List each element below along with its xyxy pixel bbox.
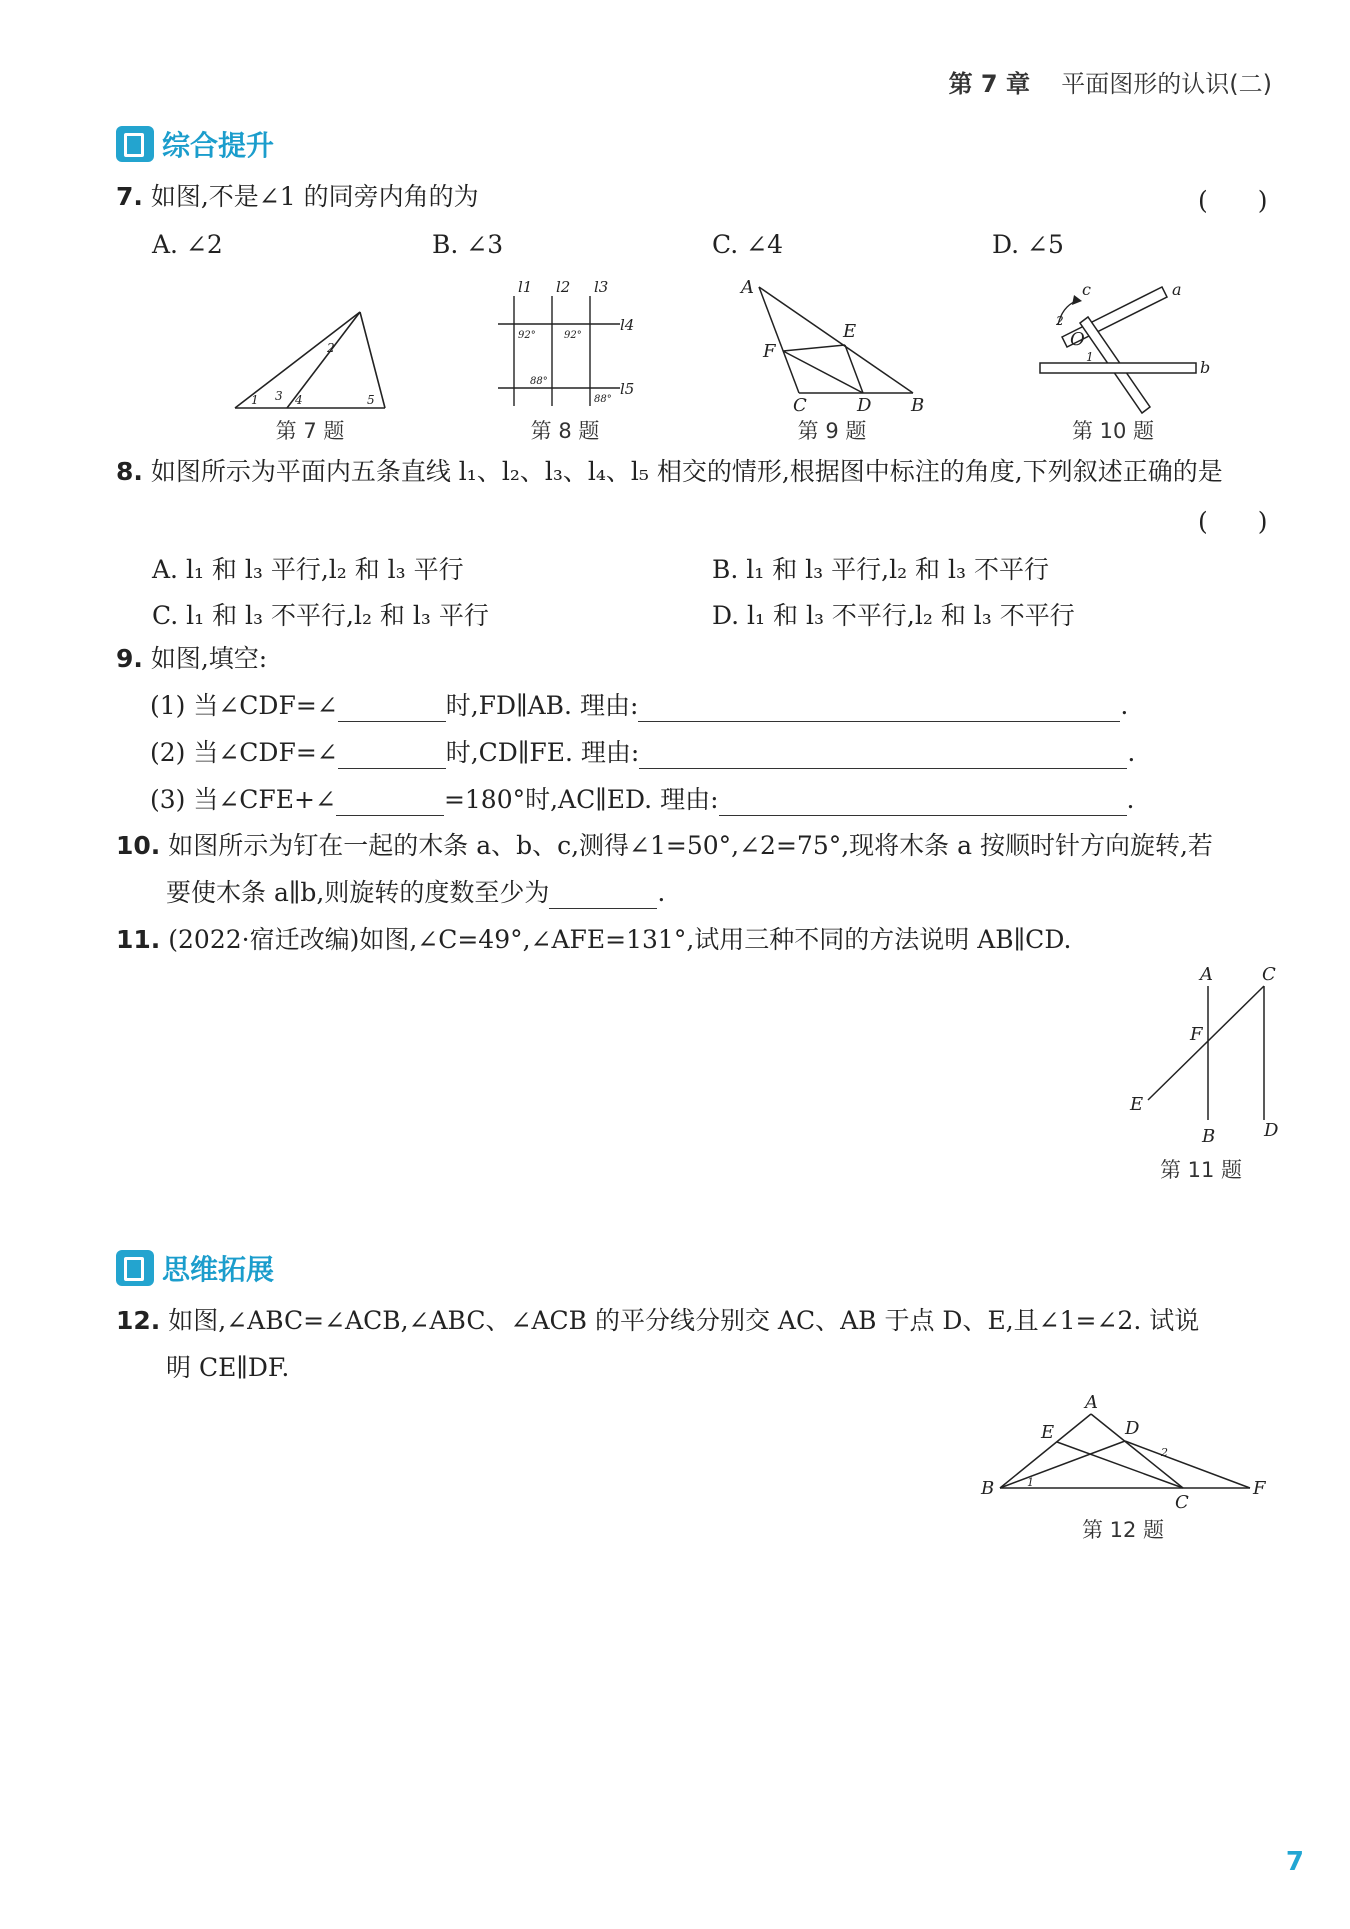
question-number: 9. [116,644,143,673]
q9-part-3-text-b: =180°时,AC∥ED. 理由: [443,785,719,814]
question-7 [116,181,479,213]
question-12 [116,1305,1199,1337]
fig7-label-4: 4 [295,393,303,407]
fig8-l5: l5 [620,380,635,398]
fig12-point-b: B [981,1478,995,1499]
answer-blank[interactable] [638,699,1120,722]
option-b: B. ∠3 [432,230,504,259]
question-10 [116,830,1213,862]
fig10-label-a: a [1172,280,1182,299]
answer-blank[interactable] [639,746,1127,769]
fig11-point-f: F [1190,1024,1203,1045]
section-title: 思维拓展 [162,1253,275,1286]
q9-part-1 [150,690,1128,722]
fig8-l2: l2 [556,278,571,296]
fig10-label-2: 2 [1056,314,1064,328]
figure-7 [225,300,395,415]
figure-11 [1118,960,1298,1150]
chapter-number: 第 7 章 [948,70,1030,98]
fig10-caption: 第 10 题 [1071,419,1155,443]
fig9-point-a: A [741,277,754,298]
question-text-line-1: 如图,∠ABC=∠ACB,∠ABC、∠ACB 的平分线分别交 AC、AB 于点 D、E,且∠1=∠2. 试说 [168,1306,1200,1335]
question-number: 11. [116,925,161,954]
fig10-label-c: c [1082,280,1091,299]
fig8-angle-3: 88° [530,376,548,387]
fig7-label-3: 3 [275,389,283,403]
fig9-point-e: E [843,321,857,342]
question-number: 10. [116,831,161,860]
fig12-point-f: F [1253,1478,1266,1499]
answer-paren: ( ) [1198,507,1268,536]
pencil-icon [116,126,154,162]
fig12-point-c: C [1175,1492,1189,1510]
fig9-point-f: F [763,341,776,362]
answer-paren: ( ) [1198,186,1268,215]
question-number: 7. [116,182,143,211]
fig10-label-o: O [1070,329,1085,350]
fig12-point-d: D [1125,1418,1140,1439]
q9-part-2 [150,737,1135,769]
figure-10 [1020,275,1220,415]
question-11 [116,924,1071,956]
period: . [657,878,666,907]
fig9-caption: 第 9 题 [797,419,867,443]
q9-part-3 [150,784,1134,816]
period: . [1120,691,1129,720]
answer-blank[interactable] [338,699,446,722]
option-c: C. l₁ 和 l₃ 不平行,l₂ 和 l₃ 平行 [152,601,489,630]
option-a: A. l₁ 和 l₃ 平行,l₂ 和 l₃ 平行 [152,555,464,584]
question-text-line-1: 如图所示为钉在一起的木条 a、b、c,测得∠1=50°,∠2=75°,现将木条 a 按顺时针方向旋转,若 [168,831,1213,860]
q9-part-2-text-b: 时,CD∥FE. 理由: [445,738,640,767]
answer-blank[interactable] [549,886,657,909]
fig9-point-d: D [857,395,872,415]
question-9 [116,643,267,675]
question-text: 如图,填空: [150,644,268,673]
figure-12 [975,1390,1275,1510]
q9-part-1-text-b: 时,FD∥AB. 理由: [445,691,639,720]
fig7-label-2: 2 [327,341,335,355]
fig12-label-1: 1 [1027,1476,1034,1489]
period: . [1127,738,1136,767]
option-c: C. ∠4 [712,230,783,259]
q9-part-3-text-a: (3) 当∠CFE+∠ [150,785,336,814]
figure-8 [490,278,640,408]
figure-9 [735,275,935,415]
question-number: 8. [116,457,143,486]
fig12-point-e: E [1041,1422,1055,1443]
fig8-caption: 第 8 题 [530,419,600,443]
fig8-l3: l3 [594,278,609,296]
fig9-point-c: C [793,395,807,415]
fig8-l4: l4 [620,316,635,334]
fig11-point-d: D [1264,1120,1279,1141]
fig9-point-b: B [911,395,925,415]
question-text-line-2: 要使木条 a∥b,则旋转的度数至少为 [166,878,550,907]
q9-part-1-text-a: (1) 当∠CDF=∠ [150,691,338,720]
option-d: D. l₁ 和 l₃ 不平行,l₂ 和 l₃ 不平行 [712,601,1075,630]
answer-blank[interactable] [338,746,446,769]
section-heading-1 [116,124,274,164]
fig7-label-1: 1 [251,393,259,407]
fig12-point-a: A [1085,1392,1098,1413]
fig12-label-2: 2 [1161,1446,1168,1459]
question-text: (2022·宿迁改编)如图,∠C=49°,∠AFE=131°,试用三种不同的方法说明 AB∥CD. [168,925,1072,954]
question-10-line-2 [166,877,665,909]
option-b: B. l₁ 和 l₃ 平行,l₂ 和 l₃ 不平行 [712,555,1049,584]
chapter-title: 平面图形的认识(二) [1061,70,1272,98]
fig8-angle-4: 88° [594,394,612,405]
answer-blank[interactable] [336,793,444,816]
chapter-header [949,64,1272,99]
option-a: A. ∠2 [152,230,223,259]
page-number: 7 [1285,1847,1304,1877]
fig8-angle-1: 92° [518,330,536,341]
fig11-point-c: C [1262,964,1276,985]
fig7-label-5: 5 [367,393,375,407]
fig10-label-1: 1 [1086,350,1094,364]
question-8 [116,456,1223,488]
answer-blank[interactable] [719,793,1127,816]
question-text: 如图,不是∠1 的同旁内角的为 [150,182,479,211]
section-heading-2 [116,1248,274,1288]
question-number: 12. [116,1306,161,1335]
q9-part-2-text-a: (2) 当∠CDF=∠ [150,738,338,767]
fig12-caption: 第 12 题 [1081,1518,1165,1542]
fig11-point-a: A [1200,964,1213,985]
fig11-caption: 第 11 题 [1159,1158,1243,1182]
fig10-label-b: b [1200,358,1211,377]
period: . [1126,785,1135,814]
fig11-point-b: B [1202,1126,1216,1147]
fig8-l1: l1 [518,278,533,296]
question-text: 如图所示为平面内五条直线 l₁、l₂、l₃、l₄、l₅ 相交的情形,根据图中标注的角度,下列叙述正确的是 [150,457,1223,486]
fig11-point-e: E [1130,1094,1144,1115]
pencil-icon [116,1250,154,1286]
section-title: 综合提升 [162,129,275,162]
option-d: D. ∠5 [992,230,1064,259]
fig8-angle-2: 92° [564,330,582,341]
fig7-caption: 第 7 题 [275,419,345,443]
question-text-line-2: 明 CE∥DF. [166,1353,290,1382]
